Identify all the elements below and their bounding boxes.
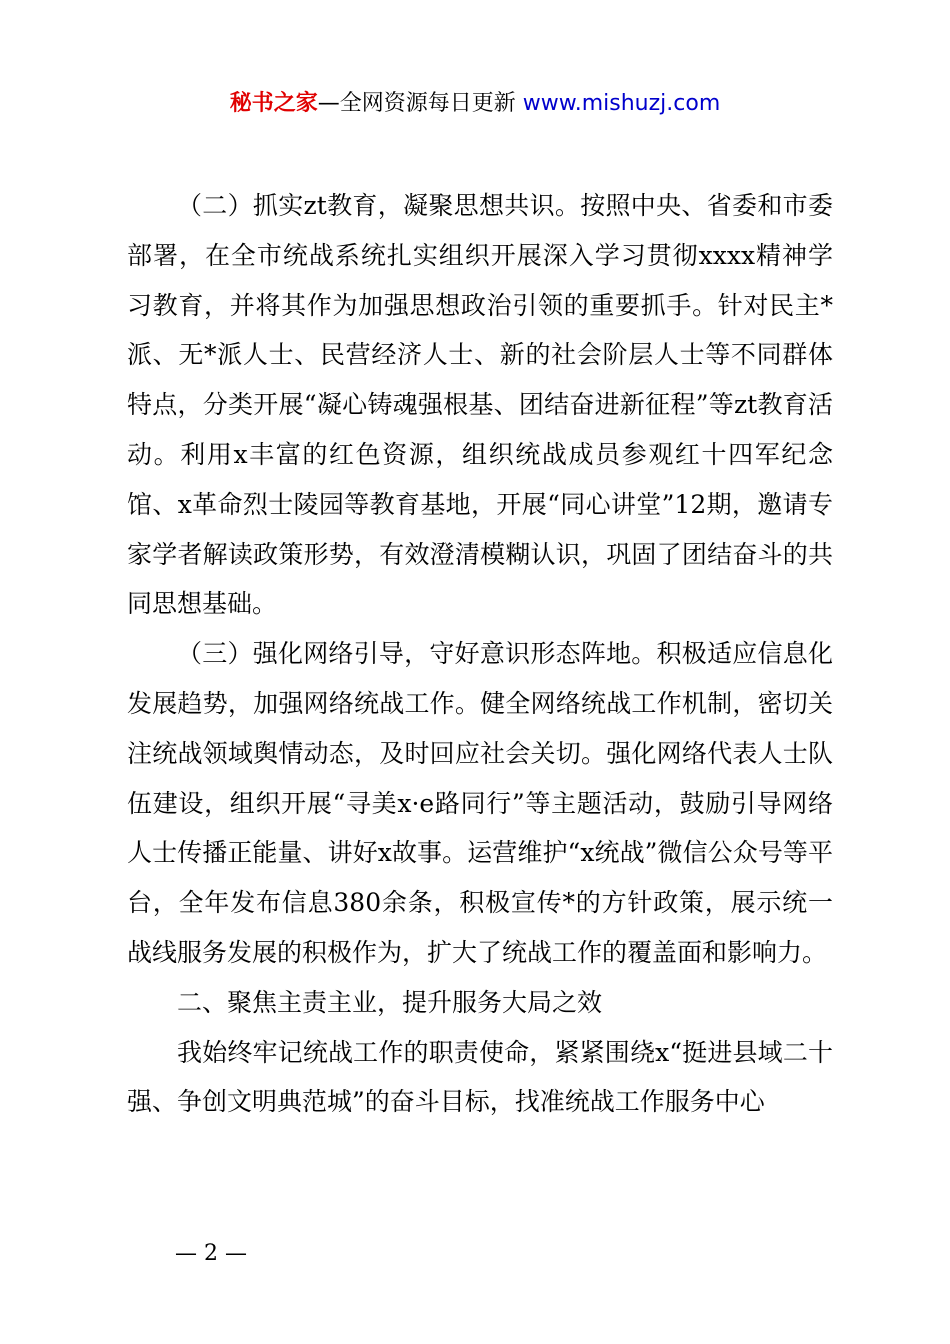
paragraph-mission: 我始终牢记统战工作的职责使命，紧紧围绕x“挺进县域二十强、争创文明典范城”的奋斗目标，找准统战工作服务中心 xyxy=(127,1037,833,1117)
section-heading: 二、聚焦主责主业，提升服务大局之效 xyxy=(177,987,603,1017)
paragraph-network: （三）强化网络引导，守好意识形态阵地。积极适应信息化发展趋势，加强网络统战工作。健全网络统战工作机制，密切关注统战领域舆情动态，及时回应社会关切。强化网络代表人士队伍建设，组织开展“寻美x·e路同行”等主题活动，鼓励引导网络人士传播正能量、讲好x故事。运营维护“x统战”微信公众号等平台，全年发布信息380余条，积极宣传*的方针政策，展示统一战线服务发展的积极作为，扩大了统战工作的覆盖面和影响力。 xyxy=(127,639,833,967)
page-number: — 2 — xyxy=(175,1241,247,1266)
header-tagline: —全网资源每日更新 xyxy=(317,91,523,116)
header-url-link[interactable]: www.mishuzj.com xyxy=(522,91,721,116)
header-brand: 秘书之家 xyxy=(229,91,318,116)
paragraph-education: （二）抓实zt教育，凝聚思想共识。按照中央、省委和市委部署，在全市统战系统扎实组织开展深入学习贯彻xxxx精神学习教育，并将其作为加强思想政治引领的重要抓手。针对民主*派、无*派人士、民营经济人士、新的社会阶层人士等不同群体特点，分类开展“凝心铸魂强根基、团结奋进新征程”等zt教育活动。利用x丰富的红色资源，组织统战成员参观红十四军纪念馆、x革命烈士陵园等教育基地，开展“同心讲堂”12期，邀请专家学者解读政策形势，有效澄清模糊认识，巩固了团结奋斗的共同思想基础。 xyxy=(127,191,833,619)
document-body xyxy=(127,181,833,1127)
page-header xyxy=(0,84,950,124)
